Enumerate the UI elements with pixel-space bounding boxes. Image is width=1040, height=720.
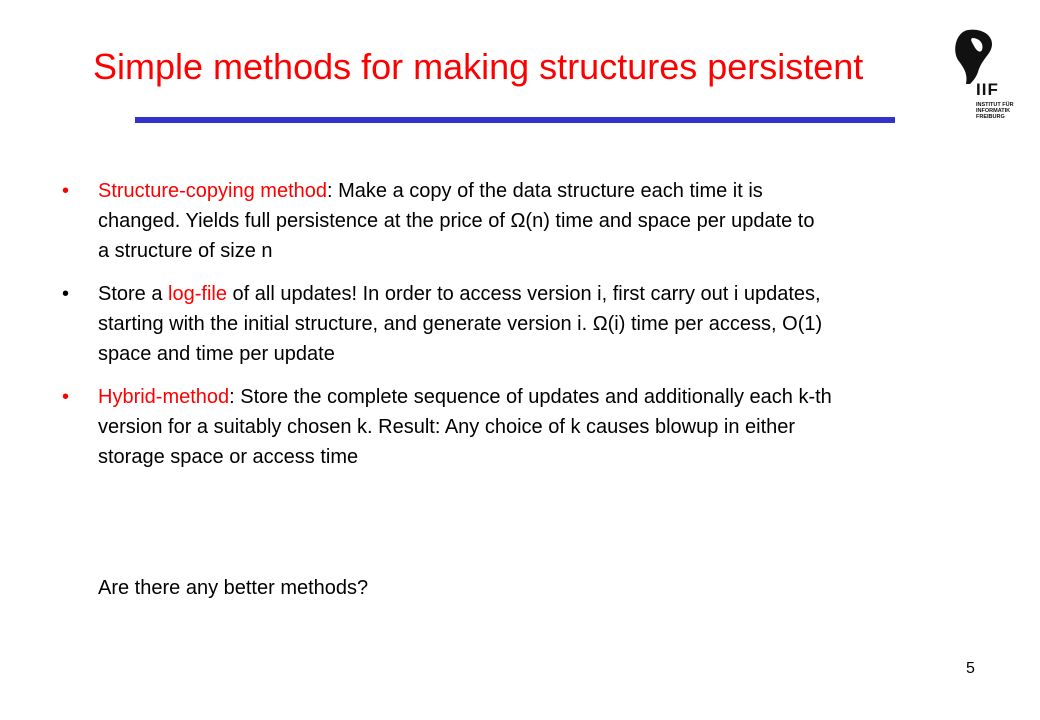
bullet-line: [98, 206, 982, 236]
term-highlight: Structure-copying method: [98, 180, 328, 202]
bullet-item-hybrid-method: [62, 382, 982, 472]
bullet-line: [98, 236, 982, 266]
bullet-line: [98, 339, 982, 369]
bullet-list: [62, 176, 982, 485]
logo-mark-icon: [950, 28, 1010, 88]
page-number: 5: [966, 660, 975, 677]
bullet-text: : Make a copy of the data structure each time it is: [327, 180, 763, 202]
bullet-marker: •: [62, 180, 70, 202]
term-highlight: log-file: [168, 283, 227, 305]
term-highlight: Hybrid-method: [98, 386, 230, 408]
bullet-text: Store a: [98, 283, 169, 305]
bullet-text: of all updates! In order to access version i, first carry out i updates,: [226, 283, 821, 305]
logo-line-3: FREIBURG: [976, 114, 1005, 120]
bullet-text: a structure of size n: [98, 240, 273, 262]
logo-line-2: INFORMATIK: [976, 108, 1011, 114]
bullet-item-structure-copying: [62, 176, 982, 266]
closing-question: Are there any better methods?: [98, 577, 369, 599]
bullet-line: [98, 309, 982, 339]
institute-logo: [950, 28, 1014, 128]
bullet-line: [98, 442, 982, 472]
bullet-text: changed. Yields full persistence at the price of Ω(n) time and space per update to: [98, 210, 815, 232]
logo-line-1: INSTITUT FÜR: [976, 102, 1014, 108]
bullet-line: [98, 279, 982, 309]
logo-wordmark: IIF: [976, 80, 999, 99]
bullet-text: starting with the initial structure, and generate version i. Ω(i) time per access, O(1): [98, 313, 823, 335]
bullet-marker: •: [62, 386, 70, 408]
slide-title: Simple methods for making structures persistent: [93, 46, 864, 87]
bullet-text: version for a suitably chosen k. Result: Any choice of k causes blowup in either: [98, 416, 796, 438]
bullet-item-log-file: [62, 279, 982, 369]
bullet-text: : Store the complete sequence of updates and additionally each k-th: [229, 386, 832, 408]
bullet-line: [98, 176, 982, 206]
bullet-line: [98, 412, 982, 442]
bullet-text: storage space or access time: [98, 446, 359, 468]
bullet-line: [98, 382, 982, 412]
bullet-marker: •: [62, 283, 70, 305]
bullet-text: space and time per update: [98, 343, 335, 365]
title-underline: [135, 117, 895, 123]
